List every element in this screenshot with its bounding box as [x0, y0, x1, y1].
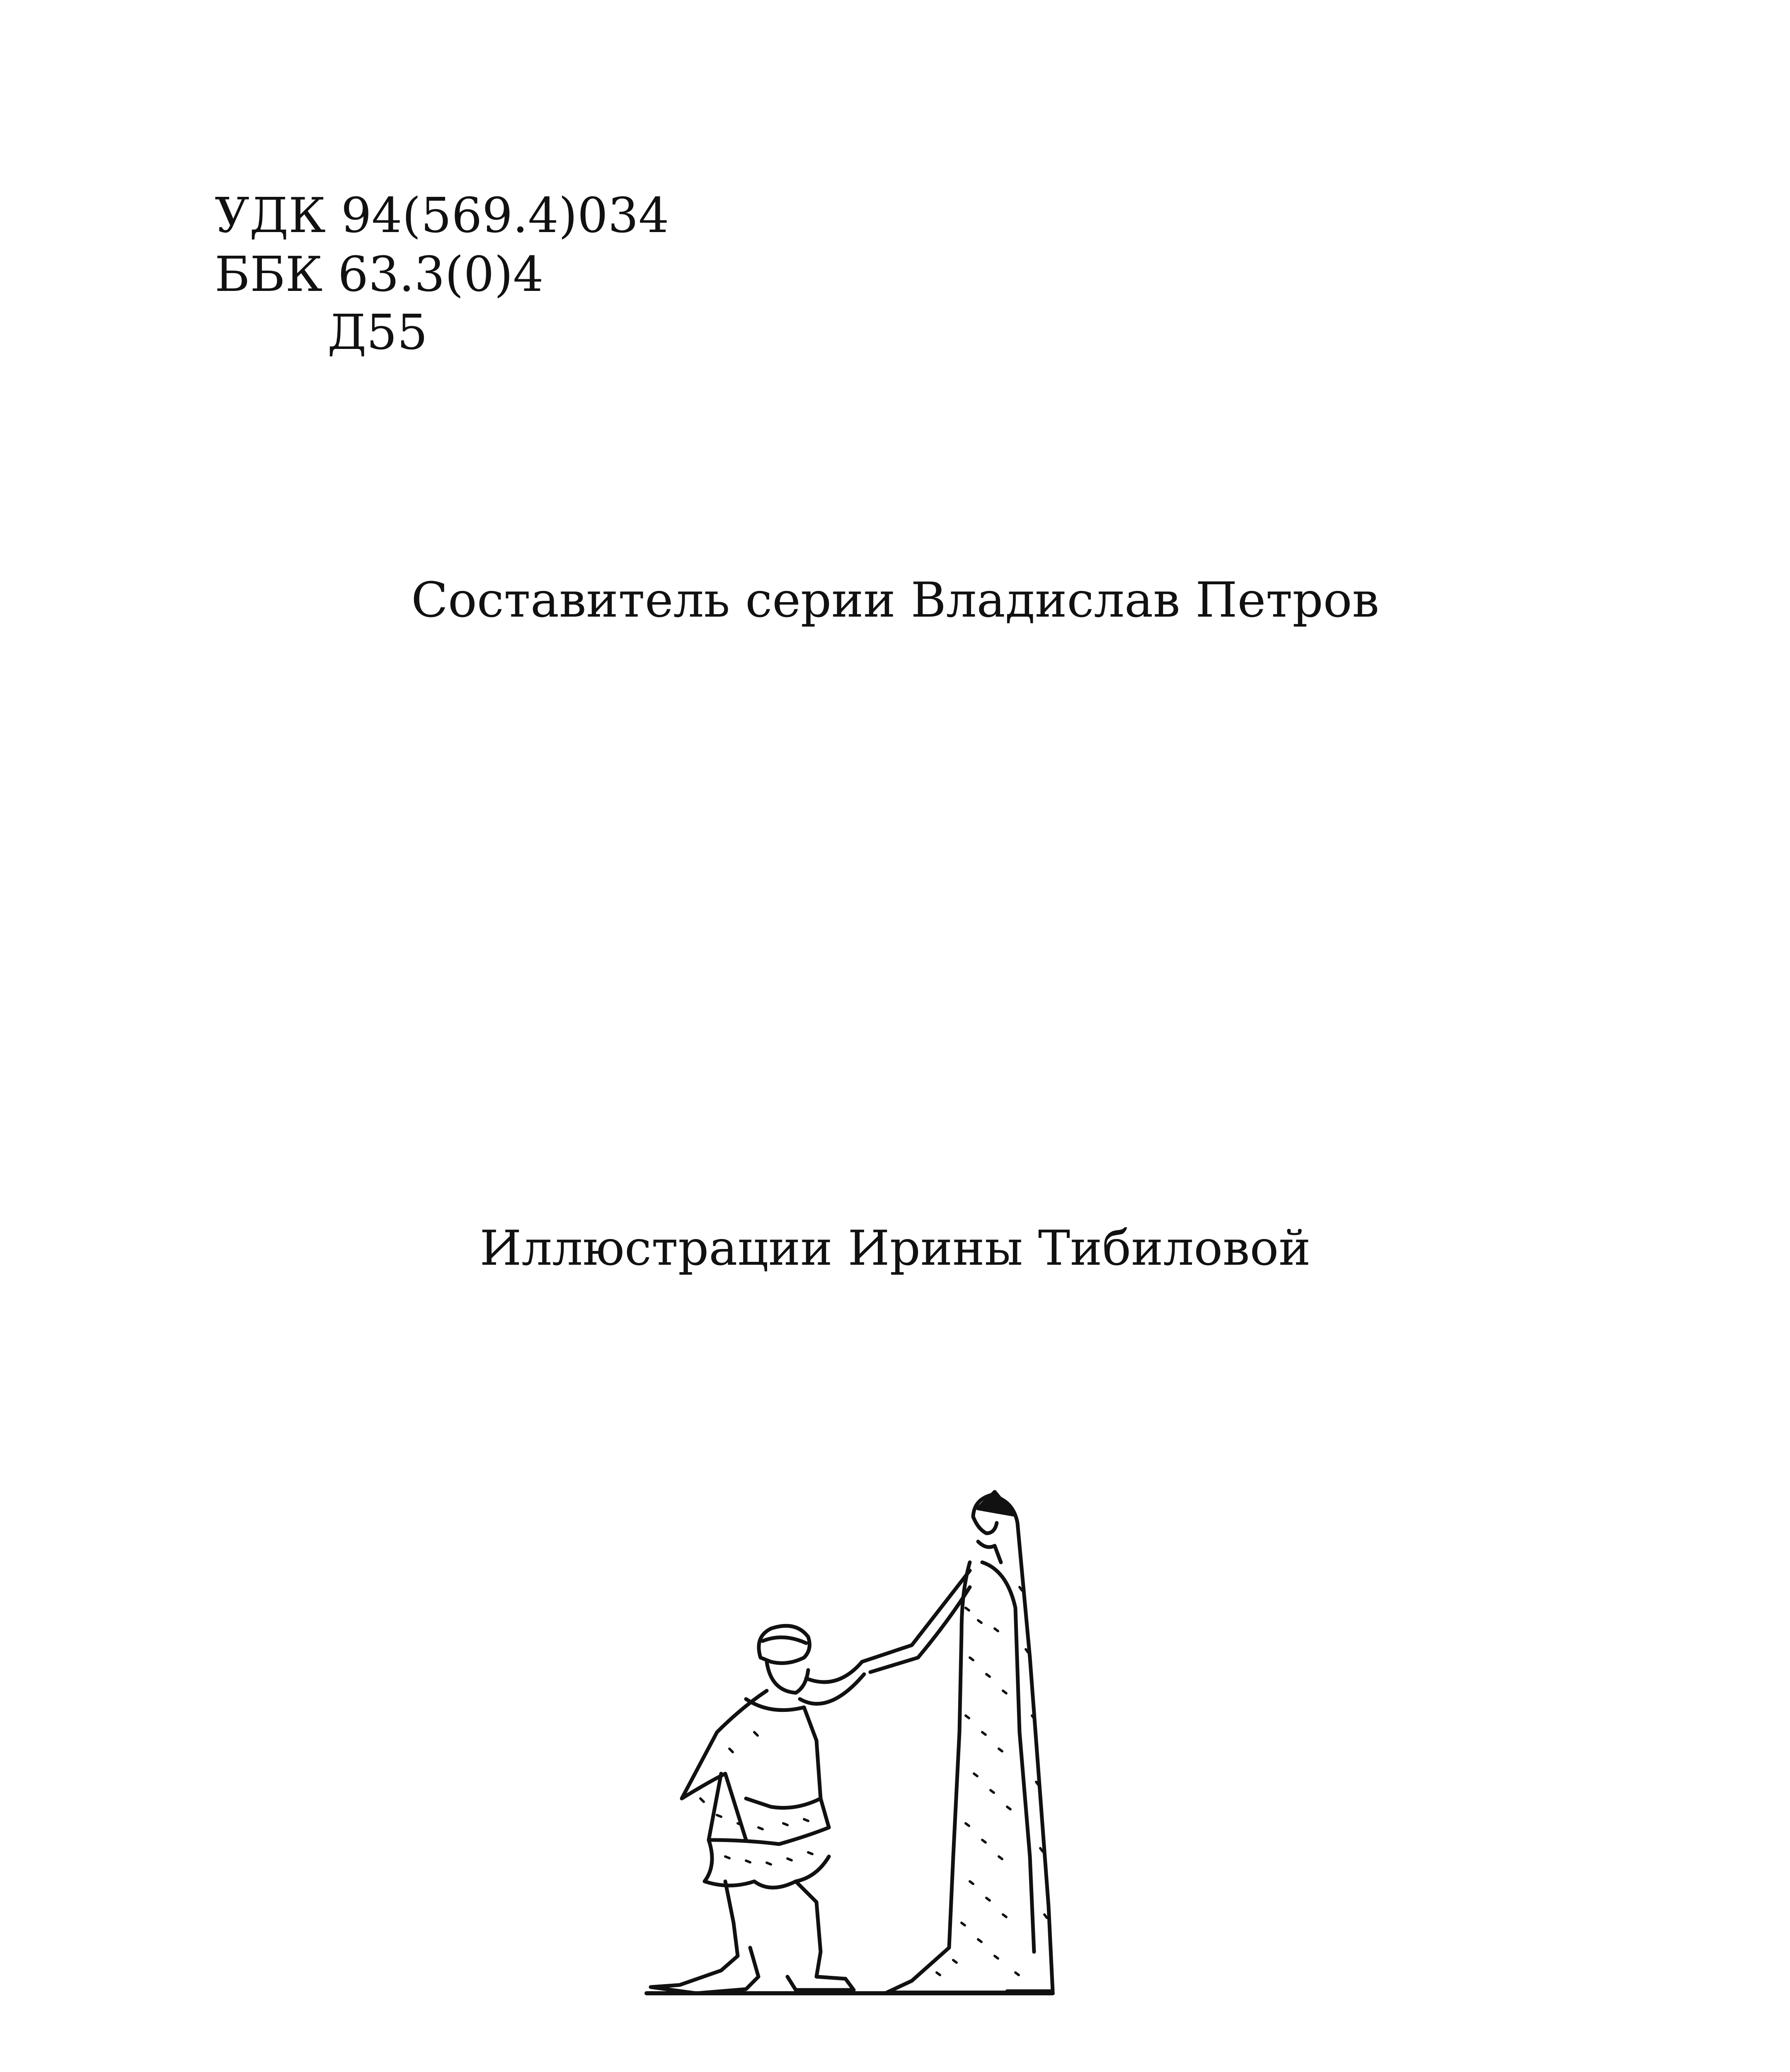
udc-code: УДК 94(569.4)034 — [215, 188, 669, 244]
author-mark: Д55 — [327, 305, 428, 361]
kneeling-man-figure — [651, 1626, 864, 1993]
bbk-code: ББК 63.3(0)4 — [215, 247, 544, 303]
series-compiler-credit: Составитель серии Владислав Петров — [411, 572, 1379, 628]
standing-woman-figure — [862, 1492, 1053, 1992]
illustrations-credit: Иллюстрации Ирины Тибиловой — [480, 1220, 1311, 1276]
kneeling-man-and-woman-illustration — [622, 1484, 1218, 2026]
